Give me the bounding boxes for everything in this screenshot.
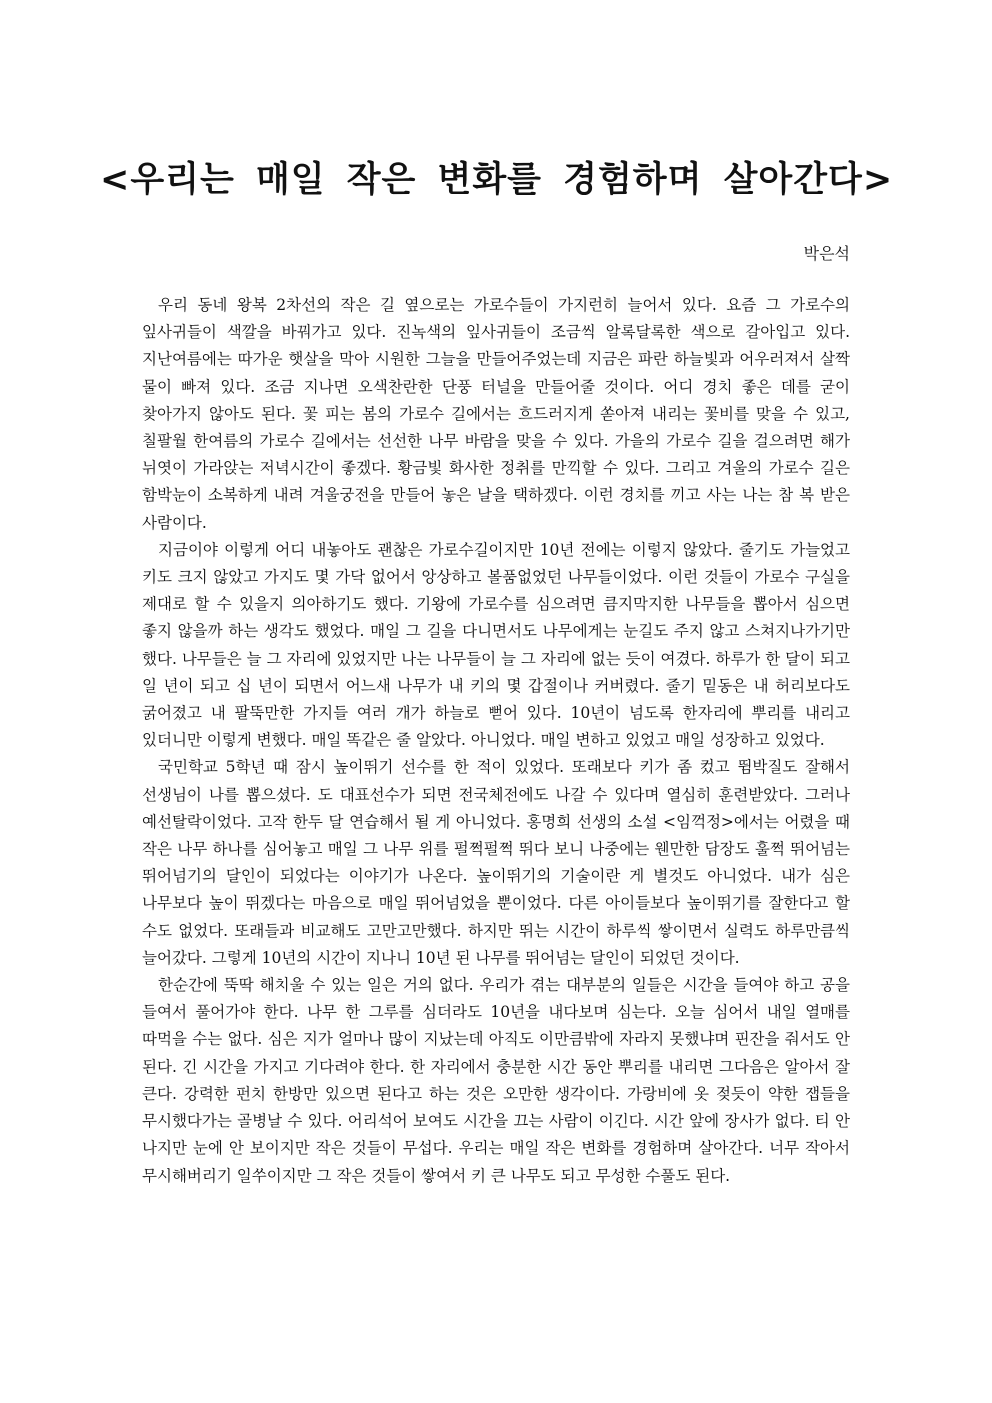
author-name: 박은석	[803, 244, 850, 263]
paragraph-roadside-trees: 우리 동네 왕복 2차선의 작은 길 옆으로는 가로수들이 가지런히 늘어서 있다. 요즘 그 가로수의 잎사귀들이 색깔을 바꿔가고 있다. 진녹색의 잎사귀들이 조금씩 알록달록한 색으로 갈아입고 있다. 지난여름에는 따가운 햇살을 막아 시원한 그늘을 만들어주었는데 지금은 파란 하늘빛과 어우러져서 살짝 물이 빠져 있다. 조금 지나면 오색찬란한 단풍 터널을 만들어줄 것이다. 어디 경치 좋은 데를 굳이 찾아가지 않아도 된다. 꽃 피는 봄의 가로수 길에서는 흐드러지게 쏟아져 내리는 꽃비를 맞을 수 있고, 칠팔월 한여름의 가로수 길에서는 선선한 나무 바람을 맞을 수 있다. 가을의 가로수 길을 걸으려면 해가 뉘엿이 가라앉는 저녁시간이 좋겠다. 황금빛 화사한 정취를 만끽할 수 있다. 그리고 겨울의 가로수 길은 함박눈이 소복하게 내려 겨울궁전을 만들어 놓은 날을 택하겠다. 이런 경치를 끼고 사는 나는 참 복 받은 사람이다.	[142, 296, 850, 532]
paragraph-high-jump: 국민학교 5학년 때 잠시 높이뛰기 선수를 한 적이 있었다. 또래보다 키가 좀 컸고 뜀박질도 잘해서 선생님이 나를 뽑으셨다. 도 대표선수가 되면 전국체전에도 나갈 수 있다며 열심히 훈련받았다. 그러나 예선탈락이었다. 고작 한두 달 연습해서 될 게 아니었다. 홍명희 선생의 소설 <임꺽정>에서는 어렸을 때 작은 나무 하나를 심어놓고 매일 그 나무 위를 펄쩍펄쩍 뛰다 보니 나중에는 웬만한 담장도 훌쩍 뛰어넘는 뛰어넘기의 달인이 되었다는 이야기가 나온다. 높이뛰기의 기술이란 게 별것도 아니었다. 내가 심은 나무보다 높이 뛰겠다는 마음으로 매일 뛰어넘었을 뿐이었다. 다른 아이들보다 높이뛰기를 잘한다고 할 수도 없었다. 또래들과 비교해도 고만고만했다. 하지만 뛰는 시간이 하루씩 쌓이면서 실력도 하루만큼씩 늘어갔다. 그렇게 10년의 시간이 지나니 10년 된 나무를 뛰어넘는 달인이 되었던 것이다.	[142, 758, 850, 967]
paragraph-small-changes: 한순간에 뚝딱 해치울 수 있는 일은 거의 없다. 우리가 겪는 대부분의 일들은 시간을 들여야 하고 공을 들여서 풀어가야 한다. 나무 한 그루를 심더라도 10년을 내다보며 심는다. 오늘 심어서 내일 열매를 따먹을 수는 없다. 심은 지가 얼마나 많이 지났는데 아직도 이만큼밖에 자라지 못했냐며 핀잔을 줘서도 안 된다. 긴 시간을 가지고 기다려야 한다. 한 자리에서 충분한 시간 동안 뿌리를 내리면 그다음은 알아서 잘 큰다. 강력한 펀치 한방만 있으면 된다고 하는 것은 오만한 생각이다. 가랑비에 옷 젖듯이 약한 잽들을 무시했다가는 골병날 수 있다. 어리석어 보여도 시간을 끄는 사람이 이긴다. 시간 앞에 장사가 없다. 티 안 나지만 눈에 안 보이지만 작은 것들이 무섭다. 우리는 매일 작은 변화를 경험하며 살아간다. 너무 작아서 무시해버리기 일쑤이지만 그 작은 것들이 쌓여서 키 큰 나무도 되고 무성한 수풀도 된다.	[142, 976, 850, 1185]
paragraph-ten-years-ago: 지금이야 이렇게 어디 내놓아도 괜찮은 가로수길이지만 10년 전에는 이렇지 않았다. 줄기도 가늘었고 키도 크지 않았고 가지도 몇 가닥 없어서 앙상하고 볼품없었던 나무들이었다. 이런 것들이 가로수 구실을 제대로 할 수 있을지 의아하기도 했다. 기왕에 가로수를 심으려면 큼지막지한 나무들을 뽑아서 심으면 좋지 않을까 하는 생각도 했었다. 매일 그 길을 다니면서도 나무에게는 눈길도 주지 않고 스쳐지나가기만 했다. 나무들은 늘 그 자리에 있었지만 나는 나무들이 늘 그 자리에 없는 듯이 여겼다. 하루가 한 달이 되고 일 년이 되고 십 년이 되면서 어느새 나무가 내 키의 몇 갑절이나 커버렸다. 줄기 밑동은 내 허리보다도 굵어졌고 내 팔뚝만한 가지들 여러 개가 하늘로 뻗어 있다. 10년이 넘도록 한자리에 뿌리를 내리고 있더니만 이렇게 변했다. 매일 똑같은 줄 알았다. 아니었다. 매일 변하고 있었고 매일 성장하고 있었다.	[142, 540, 850, 750]
document-body	[142, 292, 850, 1190]
document-title: <우리는 매일 작은 변화를 경험하며 살아간다>	[100, 160, 894, 200]
